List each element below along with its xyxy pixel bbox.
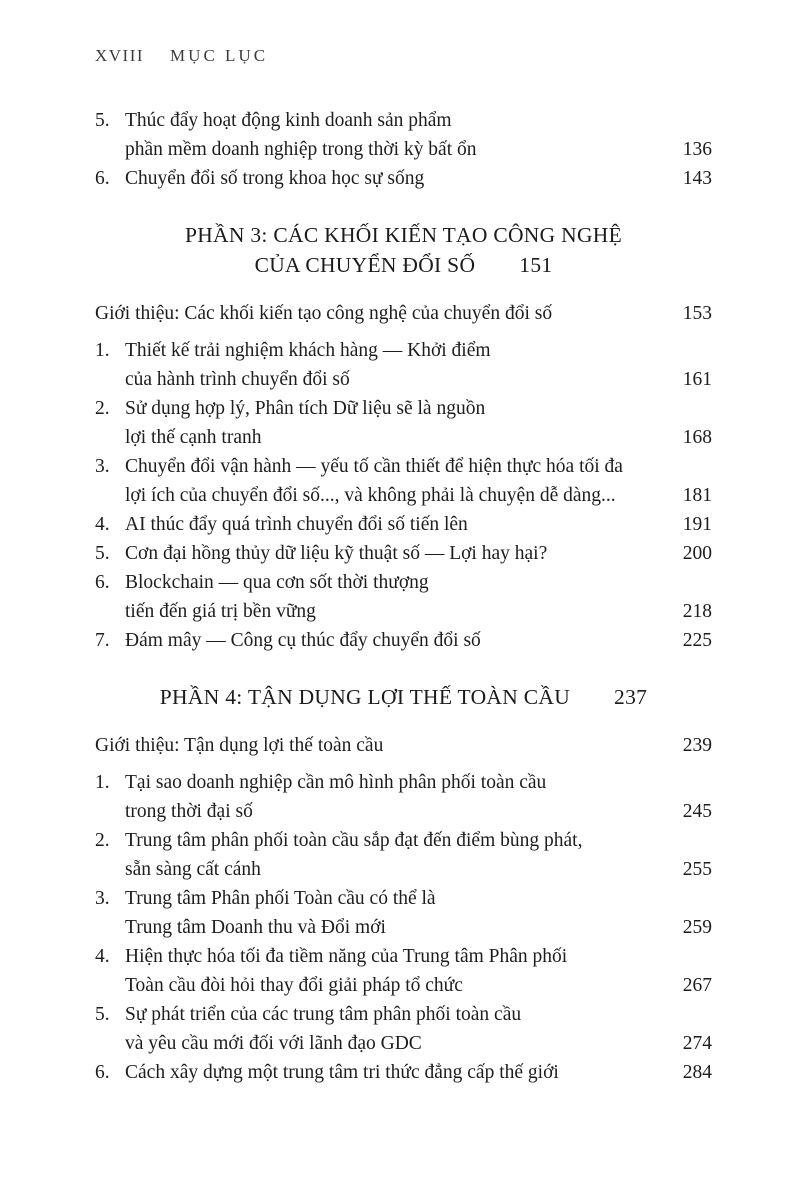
toc-entry-line — [95, 913, 712, 942]
toc-entry-line — [95, 423, 712, 452]
toc-entry-line — [95, 336, 712, 365]
section-page-number: 151 — [519, 253, 553, 277]
entry-number: 6. — [95, 168, 110, 189]
toc-entry-line — [95, 626, 712, 655]
entry-number: 4. — [95, 514, 110, 535]
entry-page-number: 200 — [682, 543, 712, 564]
entry-number: 4. — [95, 946, 110, 967]
entry-page-number: 136 — [682, 139, 712, 160]
section-heading — [95, 682, 712, 712]
toc-running-title: MỤC LỤC — [170, 46, 269, 65]
entry-title: Sự phát triển của các trung tâm phân phối toàn cầu — [125, 1004, 522, 1025]
entry-title: lợi thế cạnh tranh — [125, 427, 262, 448]
toc-entry — [95, 452, 712, 510]
entry-title: Thúc đẩy hoạt động kinh doanh sản phẩm — [125, 110, 452, 131]
toc-entry-line — [95, 539, 712, 568]
entry-title: Blockchain — qua cơn sốt thời thượng — [125, 572, 429, 593]
toc-entry — [95, 394, 712, 452]
entry-title: Trung tâm phân phối toàn cầu sắp đạt đến điểm bùng phát, — [125, 830, 583, 851]
entry-number: 2. — [95, 398, 110, 419]
section-heading-text: PHẦN 4: TẬN DỤNG LỢI THẾ TOÀN CẦU — [159, 685, 571, 709]
toc-entry-line — [95, 768, 712, 797]
entry-title: Trung tâm Doanh thu và Đổi mới — [125, 917, 386, 938]
section-page-number: 237 — [614, 685, 648, 709]
entry-page-number: 181 — [682, 485, 712, 506]
entry-title: phần mềm doanh nghiệp trong thời kỳ bất ổn — [125, 139, 477, 160]
entry-title: trong thời đại số — [125, 801, 253, 822]
toc-entry — [95, 826, 712, 884]
toc-entry-line — [95, 1029, 712, 1058]
entry-page-number: 168 — [682, 427, 712, 448]
entry-page-number: 191 — [682, 514, 712, 535]
entry-title: Chuyển đổi số trong khoa học sự sống — [125, 168, 425, 189]
toc-entry-line — [95, 855, 712, 884]
toc-entry-line — [95, 942, 712, 971]
toc-entry — [95, 1000, 712, 1058]
toc-entry-line — [95, 1000, 712, 1029]
toc-entry-line — [95, 106, 712, 135]
entry-number: 5. — [95, 110, 110, 131]
entry-title: Giới thiệu: Tận dụng lợi thế toàn cầu — [95, 735, 384, 756]
toc-entry — [95, 539, 712, 568]
section-heading-line — [95, 220, 712, 250]
toc-entry — [95, 942, 712, 1000]
entry-title: Cách xây dựng một trung tâm tri thức đẳng cấp thế giới — [125, 1062, 559, 1083]
toc-entry-line — [95, 164, 712, 193]
entry-page-number: 259 — [682, 917, 712, 938]
entry-title: và yêu cầu mới đối với lãnh đạo GDC — [125, 1033, 422, 1054]
entry-number: 3. — [95, 456, 110, 477]
entry-title: Toàn cầu đòi hỏi thay đổi giải pháp tổ chức — [125, 975, 463, 996]
toc-entry-line — [95, 884, 712, 913]
toc-entry — [95, 106, 712, 164]
entry-title: Giới thiệu: Các khối kiến tạo công nghệ của chuyển đổi số — [95, 303, 553, 324]
entry-number: 6. — [95, 1062, 110, 1083]
entry-page-number: 284 — [682, 1062, 712, 1083]
toc-entry-line — [95, 971, 712, 1000]
toc-entry-line — [95, 365, 712, 394]
entry-page-number: 274 — [682, 1033, 712, 1054]
toc-entry — [95, 568, 712, 626]
section-heading — [95, 220, 712, 280]
entry-title: Chuyển đổi vận hành — yếu tố cần thiết để hiện thực hóa tối đa — [125, 456, 623, 477]
entry-title: Tại sao doanh nghiệp cần mô hình phân phối toàn cầu — [125, 772, 547, 793]
section-heading-text: CỦA CHUYỂN ĐỔI SỐ — [254, 253, 476, 277]
toc-entry — [95, 884, 712, 942]
toc-entry-line — [95, 394, 712, 423]
entry-number: 1. — [95, 340, 110, 361]
entry-title: AI thúc đẩy quá trình chuyển đổi số tiến lên — [125, 514, 468, 535]
toc-entry-line — [95, 299, 712, 328]
toc-entry-line — [95, 731, 712, 760]
toc-entry — [95, 768, 712, 826]
entry-page-number: 225 — [682, 630, 712, 651]
entry-title: tiến đến giá trị bền vững — [125, 601, 316, 622]
entry-number: 7. — [95, 630, 110, 651]
section-heading-line — [95, 682, 712, 712]
page-number-roman: XVIII — [95, 46, 145, 65]
toc-entry-line — [95, 481, 712, 510]
entry-title: Hiện thực hóa tối đa tiềm năng của Trung tâm Phân phối — [125, 946, 568, 967]
entry-title: Cơn đại hồng thủy dữ liệu kỹ thuật số — Lợi hay hại? — [125, 543, 548, 564]
entry-title: Thiết kế trải nghiệm khách hàng — Khởi điểm — [125, 340, 491, 361]
entry-page-number: 267 — [682, 975, 712, 996]
entry-page-number: 153 — [682, 303, 712, 324]
entry-number: 3. — [95, 888, 110, 909]
toc-entry-line — [95, 452, 712, 481]
entry-page-number: 218 — [682, 601, 712, 622]
toc-entry — [95, 1058, 712, 1087]
entry-page-number: 245 — [682, 801, 712, 822]
section-heading-line — [95, 250, 712, 280]
toc-list — [95, 106, 712, 1087]
toc-entry — [95, 336, 712, 394]
entry-title: sẵn sàng cất cánh — [125, 859, 261, 880]
section-heading-text: PHẦN 3: CÁC KHỐI KIẾN TẠO CÔNG NGHỆ — [184, 223, 623, 247]
entry-page-number: 143 — [682, 168, 712, 189]
page-header — [95, 46, 712, 66]
entry-title: Trung tâm Phân phối Toàn cầu có thể là — [125, 888, 436, 909]
entry-number: 2. — [95, 830, 110, 851]
toc-entry-line — [95, 826, 712, 855]
toc-entry — [95, 731, 712, 760]
entry-number: 5. — [95, 1004, 110, 1025]
toc-entry — [95, 299, 712, 328]
entry-title: Sử dụng hợp lý, Phân tích Dữ liệu sẽ là nguồn — [125, 398, 486, 419]
entry-page-number: 239 — [682, 735, 712, 756]
toc-entry-line — [95, 797, 712, 826]
entry-title: lợi ích của chuyển đổi số..., và không phải là chuyện dễ dàng... — [125, 485, 616, 506]
toc-entry-line — [95, 1058, 712, 1087]
toc-entry-line — [95, 597, 712, 626]
toc-entry-line — [95, 568, 712, 597]
entry-page-number: 255 — [682, 859, 712, 880]
entry-page-number: 161 — [682, 369, 712, 390]
toc-entry-line — [95, 135, 712, 164]
toc-entry — [95, 510, 712, 539]
toc-entry-line — [95, 510, 712, 539]
entry-number: 5. — [95, 543, 110, 564]
entry-number: 6. — [95, 572, 110, 593]
entry-title: Đám mây — Công cụ thúc đẩy chuyển đổi số — [125, 630, 481, 651]
toc-entry — [95, 626, 712, 655]
toc-entry — [95, 164, 712, 193]
entry-title: của hành trình chuyển đổi số — [125, 369, 350, 390]
entry-number: 1. — [95, 772, 110, 793]
